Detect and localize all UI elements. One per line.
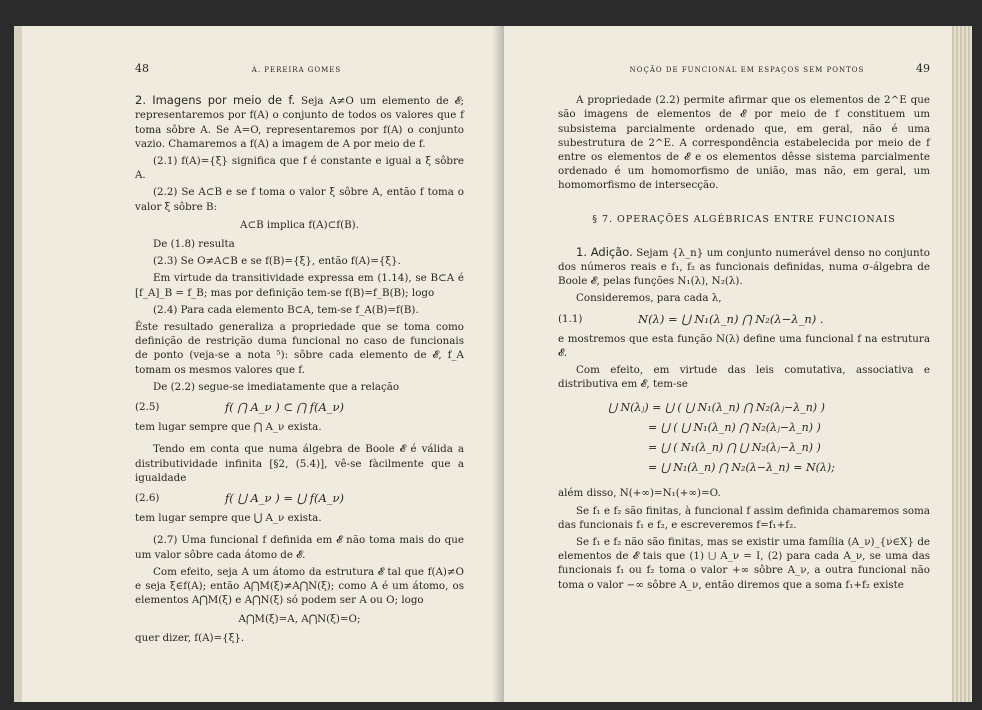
paragraph-relacao: De (2.2) segue-se imediatamente que a relação <box>153 380 400 393</box>
paragraph-propriedade: A propriedade (2.2) permite afirmar que os elementos de 2^E que são imagens de elementos de 𝓔 por meio de f constituem um subsistema parcialmente ordenado que, em geral, não é uma subestrutura de 2^E. A correspondência estabelecida por meio de f entre os elementos de 𝓔 e os elementos dêsse sistema parcialmente ordenado é um homomorfismo de união, mas não, em geral, um homomorfismo de intersecção. <box>558 94 930 192</box>
equation-2-6 <box>135 491 464 505</box>
paragraph-transitividade: Em virtude da transitividade expressa em (1.14), se B⊂A é [f_A]_B = f_B; mas por definição tem-se f(B)=f_B(B); logo <box>135 272 464 299</box>
formula-2-2: A⊂B implica f(A)⊂f(B). <box>240 218 359 231</box>
equation-1-1-tag: (1.1) <box>558 312 583 325</box>
paragraph-generaliza: Êste resultado generaliza a propriedade que se toma como definição de restrição duma funcional no caso de funcionais de ponto (veja-se a nota ⁵): sôbre cada elemento de 𝓔, f_A tomam os mesmos valores que f. <box>135 321 464 376</box>
left-running-head: A. PEREIRA GOMES <box>251 66 342 74</box>
formula-atomo: A⋂M(ξ)=A, A⋂N(ξ)=O; <box>238 612 361 625</box>
right-page-number: 49 <box>915 62 930 75</box>
section-2-heading: 2. Imagens por meio de f. <box>135 93 296 108</box>
equation-2-6-tag: (2.6) <box>135 492 160 505</box>
section-2-paragraph <box>135 93 464 151</box>
paragraph-mostremos: e mostremos que esta função N(λ) define uma funcional f na estrutura 𝓔. <box>558 332 930 360</box>
paragraph-exists-intersection: tem lugar sempre que ⋂ A_ν exista. <box>135 421 322 434</box>
equation-chain-line: = ⋃ N₁(λ_n) ⋂ N₂(λ−λ_n) = N(λ); <box>648 461 835 475</box>
statement-2-2: (2.2) Se A⊂B e se f toma o valor ξ sôbre A, então f toma o valor ξ sôbre B: <box>135 186 464 213</box>
page-edges <box>952 26 972 702</box>
section-1-paragraph <box>558 245 930 289</box>
equation-2-6-body: f( ⋃ A_ν ) = ⋃ f(A_ν) <box>225 491 344 506</box>
paragraph-alem-disso: além disso, N(+∞)=N₁(+∞)=O. <box>558 487 721 500</box>
equation-2-5 <box>135 400 464 414</box>
paragraph-consideremos: Consideremos, para cada λ, <box>576 292 722 305</box>
paragraph-de-1-8: De (1.8) resulta <box>153 238 235 251</box>
open-book <box>14 26 972 702</box>
section-1-intro: Sejam {λ_n} um conjunto numerável denso no conjunto dos números reais e f₁, f₂ as funcionais definidas, numa σ-álgebra de Boole 𝓔, pelas funções N₁(λ), N₂(λ). <box>558 246 930 288</box>
statement-2-1: (2.1) f(A)={ξ} significa que f é constante e igual a ξ sôbre A. <box>135 155 464 182</box>
right-running-head: NOÇÃO DE FUNCIONAL EM ESPAÇOS SEM PONTOS <box>629 66 865 74</box>
section-2-intro: Seja A≠O um elemento de 𝓔; representaremos por f(A) o conjunto de todos os valores que f toma sôbre A. Se A=O, representaremos por f(A) o conjunto vazio. Chamaremos a f(A) a imagem de A por meio de f. <box>135 95 464 150</box>
statement-2-7: (2.7) Uma funcional f definida em 𝓔 não toma mais do que um valor sôbre cada átomo de 𝓔. <box>135 534 464 561</box>
equation-chain-line: = ⋃ ( ⋃ N₁(λ_n) ⋂ N₂(λⱼ−λ_n) ) <box>648 420 821 434</box>
section-7-title: § 7. OPERAÇÕES ALGÉBRICAS ENTRE FUNCIONAIS <box>592 213 896 225</box>
left-running-header <box>135 62 464 77</box>
paragraph-quer-dizer: quer dizer, f(A)={ξ}. <box>135 631 245 644</box>
section-1-heading: 1. Adição. <box>576 244 633 259</box>
statement-2-3: (2.3) Se O≠A⊂B e se f(B)={ξ}, então f(A)={ξ}. <box>153 255 401 268</box>
right-running-header <box>558 62 930 77</box>
equation-chain-line: ⋃ N(λⱼ) = ⋃ ( ⋃ N₁(λ_n) ⋂ N₂(λⱼ−λ_n) ) <box>608 400 825 414</box>
paragraph-nao-finitas: Se f₁ e f₂ não são finitas, mas se existir uma família (A_ν)_{ν∈X} de elementos de 𝓔 tais que (1) ⋃ A_ν = I, (2) para cada A_ν, se uma das funcionais f₁ ou f₂ toma o valor +∞ sôbre A_ν, a outra funcional não toma o valor −∞ sôbre A_ν, então diremos que a soma f₁+f₂ existe <box>558 536 930 591</box>
statement-2-4: (2.4) Para cada elemento B⊂A, tem-se f_A(B)=f(B). <box>153 303 419 316</box>
paragraph-tendo-em-conta: Tendo em conta que numa álgebra de Boole 𝓔 é válida a distributividade infinita [§2, (5.4)], vê-se fàcilmente que a igualdade <box>135 443 464 484</box>
equation-chain-line: = ⋃ ( N₁(λ_n) ⋂ ⋃ N₂(λⱼ−λ_n) ) <box>648 441 821 455</box>
left-page <box>22 26 504 702</box>
paragraph-finitas: Se f₁ e f₂ são finitas, à funcional f assim definida chamaremos soma das funcionais f₁ e f₂, e escreveremos f=f₁+f₂. <box>558 504 930 531</box>
equation-1-1 <box>558 312 930 326</box>
paragraph-atomo: Com efeito, seja A um átomo da estrutura 𝓔 tal que f(A)≠O e seja ξ∈f(A); então A⋂M(ξ)≠A⋂N(ξ); como A é um átomo, os elementos A⋂M(ξ) e A⋂N(ξ) só podem ser A ou O; logo <box>135 565 464 607</box>
left-page-number: 48 <box>135 62 149 75</box>
paragraph-exists-union: tem lugar sempre que ⋃ A_ν exista. <box>135 512 322 525</box>
equation-2-5-tag: (2.5) <box>135 401 160 414</box>
equation-2-5-body: f( ⋂ A_ν ) ⊂ ⋂ f(A_ν) <box>225 400 344 415</box>
equation-chain <box>608 398 930 479</box>
right-page <box>504 26 952 702</box>
equation-1-1-body: N(λ) = ⋃ N₁(λ_n) ⋂ N₂(λ−λ_n) . <box>638 311 824 326</box>
paragraph-com-efeito: Com efeito, em virtude das leis comutativa, associativa e distributiva em 𝓔, tem-se <box>558 364 930 391</box>
